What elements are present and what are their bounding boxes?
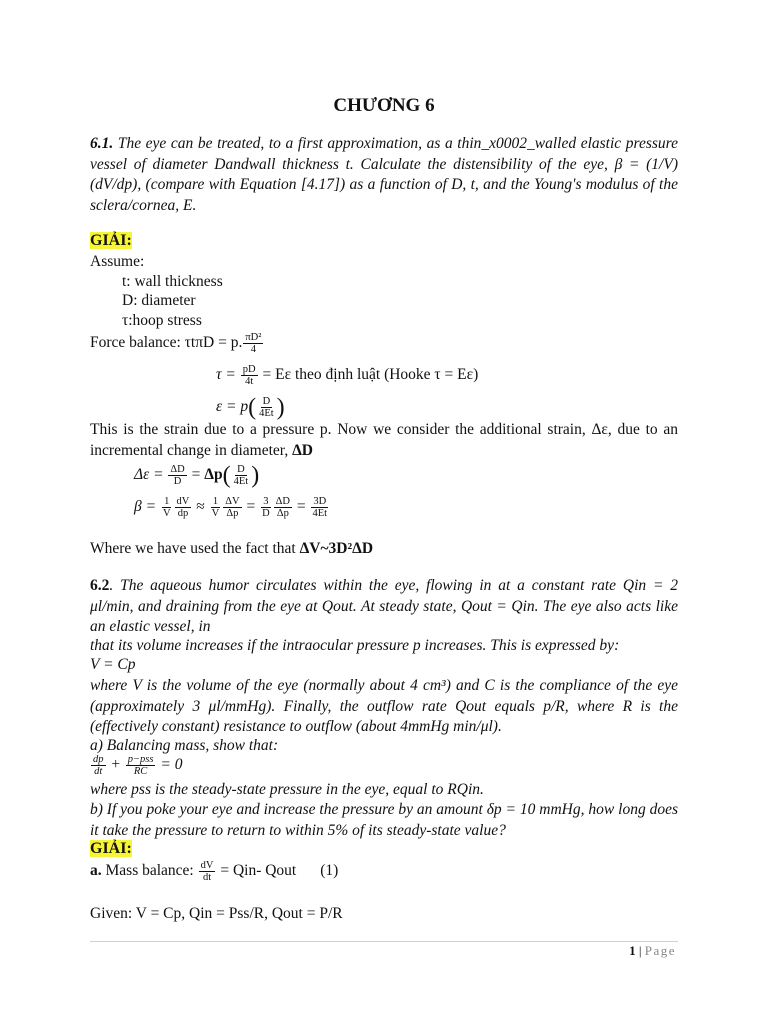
solution-label: GIẢI: (90, 840, 132, 857)
eq-text: ≈ (192, 498, 209, 516)
problem-line: V = Cp (90, 656, 136, 673)
mass-balance-eq (90, 860, 338, 883)
bold-term: ΔV~3D²ΔD (299, 540, 374, 557)
fraction: $\frac{\text{p−pss}}{RC}$ (127, 754, 154, 777)
strain-paragraph (90, 420, 678, 461)
page-footer (629, 943, 676, 959)
fraction: $\frac{\Delta D}{\Delta p}$ (275, 496, 291, 519)
problem-line: b) If you poke your eye and increase the pressure by an amount δp = 10 mmHg, how long does it take the pressure to return to within 5% of its steady-state value? (90, 801, 678, 839)
problem-text: . The aqueous humor circulates within the eye, flowing in at a constant rate Qin = 2 μl/min, and draining from the eye at Qout. At steady state, Qout = Qin. The eye also acts like an elastic vessel, in (90, 577, 678, 635)
fraction: $\frac{\text{πD²}}{4}$ (245, 332, 262, 355)
beta-eq (134, 496, 330, 519)
force-balance-eq (90, 332, 264, 355)
where-used-line (90, 540, 373, 558)
problem-text: The eye can be treated, to a first approximation, as a thin_x0002_walled elastic pressure vessel of diameter Dandwall thickness t. Calculate the distensibility of the eye, β = (1/V)(dV/dp), (compare with Equation [4.17]) as a function of D, t, and the Young's modulus of the sclera/cornea, E. (90, 135, 678, 214)
fraction: $\frac{D}{4Et}$ (233, 464, 249, 487)
fraction: $\frac{D}{4Et}$ (259, 396, 274, 419)
para-text: Where we have used the fact that (90, 540, 300, 557)
bold-term: ΔD (292, 441, 313, 459)
assume-label: Assume: (90, 253, 145, 270)
fraction: $\frac{\Delta D}{D}$ (170, 464, 185, 487)
fraction: $\frac{pD}{4t}$ (242, 364, 256, 387)
problem-6-1 (90, 134, 678, 216)
right-paren: ) (276, 394, 285, 421)
fraction: $\frac{\Delta V}{\Delta p}$ (225, 496, 240, 519)
fraction: $\frac{dV}{dt}$ (200, 860, 214, 883)
problem-number: 6.1. (90, 135, 114, 152)
solution-heading (90, 232, 132, 250)
problem-line: where V is the volume of the eye (normally about 4 cm³) and C is the compliance of the eye (approximately 3 μl/mmHg). Finally, the outflow rate Qout equals p/R, where R is the (effectively constant) resistance to outflow (about 4mmHg min/μl). (90, 677, 678, 735)
eps-eq (216, 396, 285, 419)
bold-term: Δp (204, 466, 223, 484)
problem-line: where pss is the steady-state pressure in the eye, equal to RQin. (90, 781, 484, 798)
assume-item: t: wall thickness (122, 273, 223, 290)
footer-divider (90, 941, 678, 942)
problem-number: 6.2 (90, 577, 110, 594)
eq-text: = 0 (156, 756, 183, 774)
page-label: Page (644, 943, 676, 958)
eq-text: = (293, 498, 310, 516)
page-title: CHƯƠNG 6 (333, 95, 435, 116)
eq-text: ε = p (216, 398, 249, 416)
problem-6-2 (90, 576, 678, 638)
fraction: $\frac{1}{V}$ (162, 496, 171, 519)
assume-item: τ:hoop stress (122, 312, 202, 329)
eq-text: = (187, 466, 205, 484)
eq-text: + (106, 756, 125, 774)
fraction: $\frac{1}{V}$ (211, 496, 220, 519)
fraction: $\frac{3D}{4Et}$ (312, 496, 328, 519)
eq-tag: (1) (320, 862, 339, 880)
eq-text: β = (134, 498, 160, 516)
given-line: Given: V = Cp, Qin = Pss/R, Qout = P/R (90, 905, 343, 922)
left-paren: ( (248, 394, 257, 421)
fraction: $\frac{3}{D}$ (262, 496, 270, 519)
left-paren: ( (222, 462, 231, 489)
fraction: $\frac{dp}{dt}$ (93, 754, 104, 777)
eq-text: Δε = (134, 466, 168, 484)
eq-text: = (242, 498, 260, 516)
footer-separator: | (635, 943, 645, 958)
ode-eq (90, 754, 182, 777)
eq-text: = Qin- Qout (216, 862, 297, 880)
eq-text: τ = (216, 366, 240, 384)
bold-term: a. (90, 862, 102, 880)
para-text: This is the strain due to a pressure p. Now we consider the additional strain, Δε, due to an incremental change in diameter, (90, 421, 678, 459)
delta-eps-eq (134, 464, 259, 487)
page-number: 1 (629, 943, 636, 958)
problem-line: a) Balancing mass, show that: (90, 737, 279, 754)
eq-text: = Eε theo định luật (Hooke τ = Eε) (258, 366, 479, 384)
right-paren: ) (251, 462, 260, 489)
problem-line: that its volume increases if the intraocular pressure p increases. This is expressed by: (90, 637, 620, 654)
tau-eq (216, 364, 478, 387)
solution-heading (90, 840, 132, 858)
solution-label: GIẢI: (90, 232, 132, 249)
assume-item: D: diameter (122, 292, 196, 309)
fraction: $\frac{dV}{dp}$ (176, 496, 190, 519)
eq-text: Force balance: τtπD = p. (90, 334, 243, 352)
eq-text: Mass balance: (101, 862, 198, 880)
